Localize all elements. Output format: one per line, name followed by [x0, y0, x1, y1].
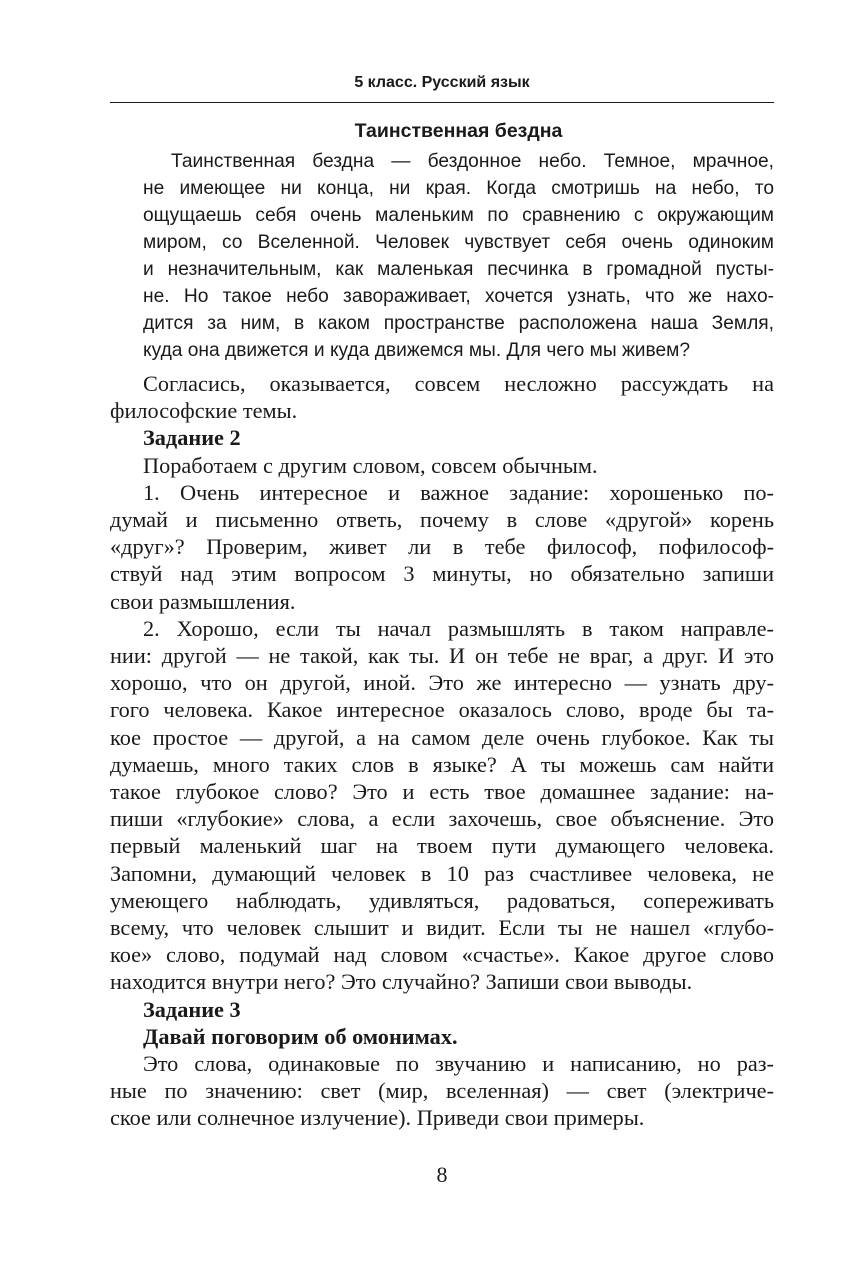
main-text	[110, 370, 774, 1132]
header-rule	[110, 102, 774, 103]
essay-title: Таинственная бездна	[354, 120, 563, 142]
text-line: 1. Очень интересное и важное задание: хорошенько по-	[143, 479, 774, 505]
text-line: 2. Хорошо, если ты начал размышлять в таком направле-	[143, 615, 774, 641]
essay-block	[143, 118, 774, 364]
text-line: Запомни, думающий человек в 10 раз счастливее человека, не	[110, 860, 774, 886]
essay-line: и незначительным, как маленькая песчинка в громадной пусты-	[143, 259, 774, 280]
text-line: пиши «глубокие» слова, а если захочешь, свое объяснение. Это	[110, 806, 774, 832]
text-line: философские темы.	[110, 398, 298, 424]
task-2-heading: Задание 2	[143, 425, 241, 451]
text-line: умеющего наблюдать, удивляться, радоваться, сопереживать	[110, 887, 774, 913]
page-number: 8	[436, 1162, 448, 1187]
essay-line: ощущаешь себя очень маленьким по сравнению с окружающим	[143, 205, 774, 226]
text-line: такое глубокое слово? Это и есть твое домашнее задание: на-	[110, 779, 774, 805]
text-line: Поработаем с другим словом, совсем обычным.	[143, 452, 598, 478]
text-line: ные по значению: свет (мир, вселенная) — свет (электриче-	[110, 1078, 774, 1104]
text-line: свои размышления.	[110, 588, 296, 614]
text-line: первый маленький шаг на твоем пути думающего человека.	[110, 833, 774, 859]
text-line: думай и письменно ответь, почему в слове «другой» корень	[110, 507, 774, 533]
text-line: думаешь, много таких слов в языке? А ты можешь сам найти	[110, 751, 774, 777]
essay-line: дится за ним, в каком пространстве расположена наша Земля,	[143, 313, 774, 334]
essay-line: Таинственная бездна — бездонное небо. Темное, мрачное,	[171, 151, 774, 172]
text-line: кое простое — другой, а на самом деле очень глубокое. Как ты	[110, 724, 774, 750]
text-line: гого человека. Какое интересное оказалось слово, вроде бы та-	[110, 697, 774, 723]
running-header: 5 класс. Русский язык	[354, 74, 530, 91]
text-line: Это слова, одинаковые по звучанию и написанию, но раз-	[143, 1051, 774, 1077]
text-line: всему, что человек слышит и видит. Если ты не нашел «глубо-	[110, 915, 774, 941]
text-line: кое» слово, подумай над словом «счастье». Какое другое слово	[110, 942, 774, 968]
text-line: ское или солнечное излучение). Приведи свои примеры.	[110, 1105, 645, 1131]
essay-line: не имеющее ни конца, ни края. Когда смотришь на небо, то	[143, 178, 774, 199]
text-line: «друг»? Проверим, живет ли в тебе философ, пофилософ-	[110, 534, 774, 560]
essay-line: миром, со Вселенной. Человек чувствует себя очень одиноким	[143, 232, 774, 253]
text-line: хорошо, что он другой, иной. Это же интересно — узнать дру-	[110, 670, 774, 696]
text-line: ствуй над этим вопросом 3 минуты, но обязательно запиши	[110, 561, 774, 587]
task-3-subheading: Давай поговорим об омонимах.	[143, 1023, 458, 1049]
task-3-heading: Задание 3	[143, 996, 241, 1022]
text-line: нии: другой — не такой, как ты. И он тебе не враг, а друг. И это	[110, 643, 774, 669]
text-line: находится внутри него? Это случайно? Запиши свои выводы.	[110, 969, 693, 995]
text-line: Согласись, оказывается, совсем несложно рассуждать на	[143, 371, 774, 396]
essay-line: куда она движется и куда движемся мы. Для чего мы живем?	[143, 340, 691, 361]
essay-line: не. Но такое небо завораживает, хочется узнать, что же нахо-	[143, 286, 774, 307]
